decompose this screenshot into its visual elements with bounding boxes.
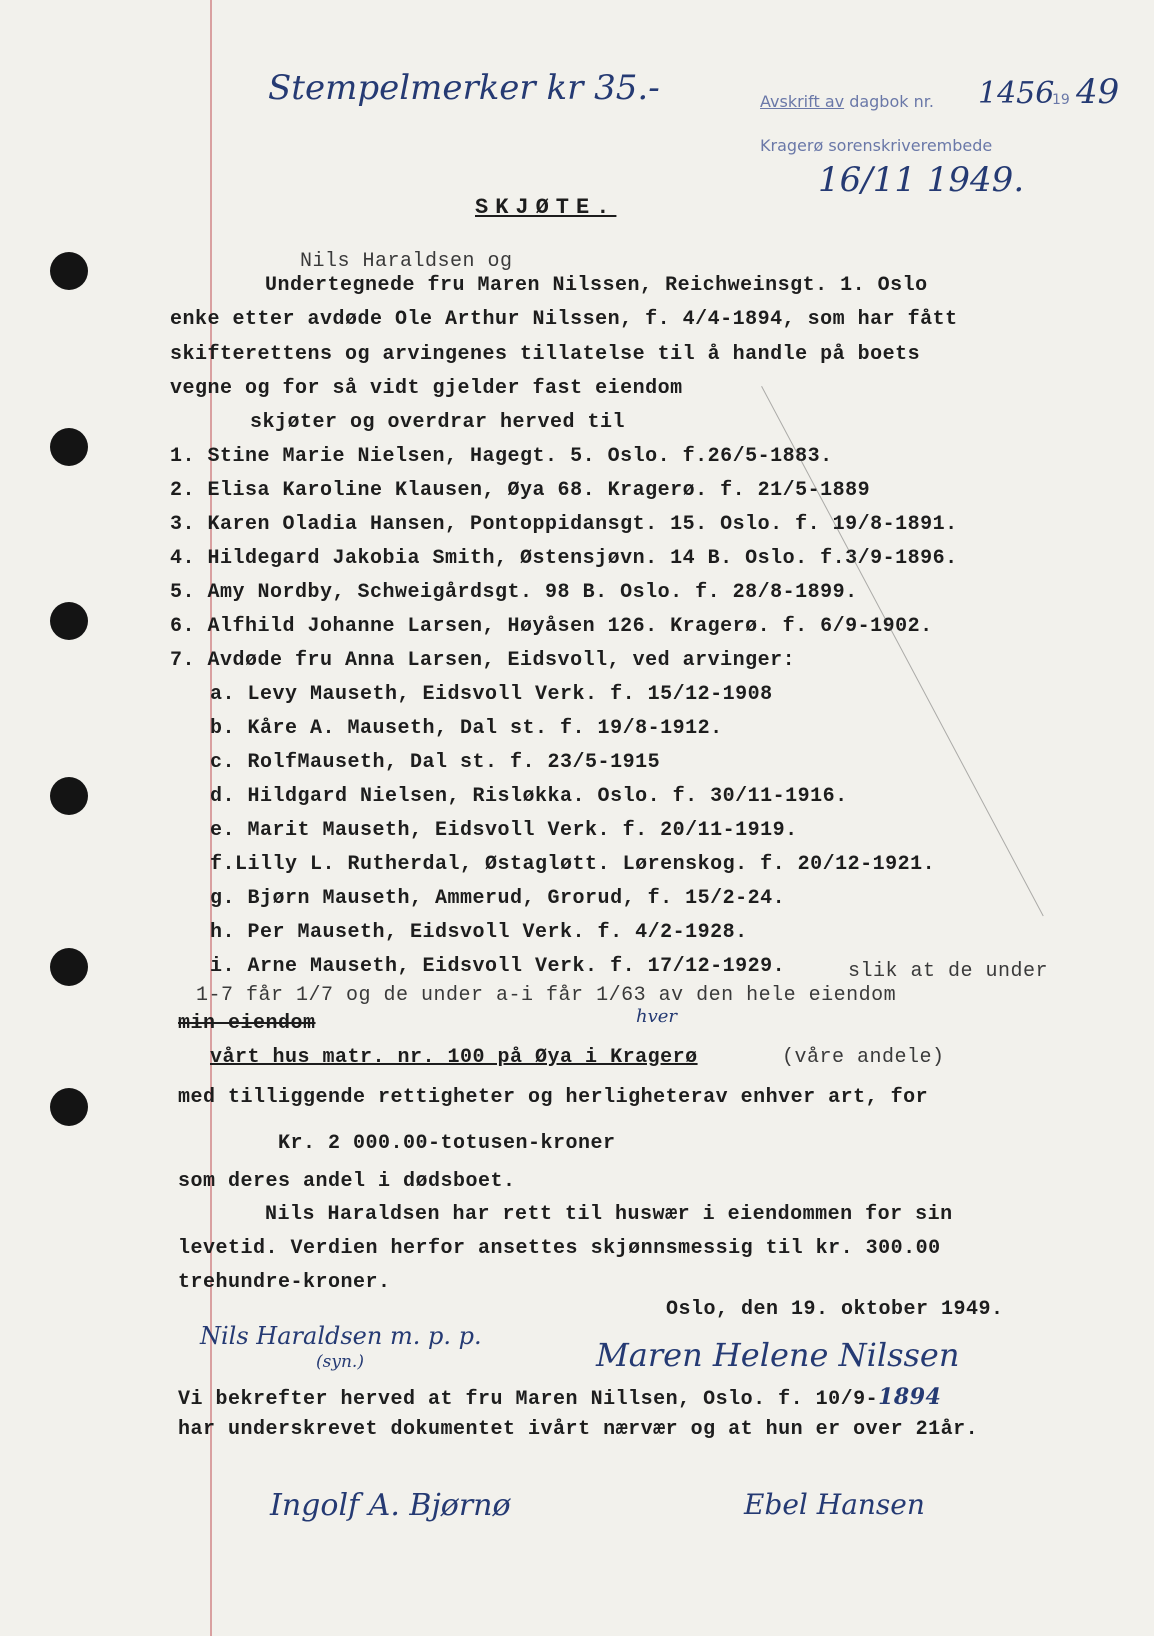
- property-text: vårt hus matr. nr. 100 på Øya i Kragerø: [210, 1046, 698, 1069]
- body-line: Nils Haraldsen har rett til huswær i eiendommen for sin: [265, 1203, 953, 1226]
- pencil-mark: [761, 386, 1044, 916]
- heir-item: c. RolfMauseth, Dal st. f. 23/5-1915: [210, 751, 661, 774]
- punch-hole: [50, 948, 88, 986]
- body-line: skjøter og overdrar herved til: [250, 411, 626, 434]
- property-line: [210, 1046, 698, 1069]
- signature-nils: Nils Haraldsen m. p. p.: [200, 1322, 482, 1350]
- signature-maren: Maren Helene Nilssen: [596, 1336, 960, 1374]
- body-line: som deres andel i dødsboet.: [178, 1170, 516, 1193]
- grantee-item: 4. Hildegard Jakobia Smith, Østensjøvn. 14 B. Oslo. f.3/9-1896.: [170, 547, 958, 570]
- insert-share: 1-7 får 1/7 og de under a-i får 1/63 av den hele eiendom: [196, 984, 897, 1007]
- grantee-item: 7. Avdøde fru Anna Larsen, Eidsvoll, ved arvinger:: [170, 649, 796, 672]
- heir-item: f.Lilly L. Rutherdal, Østagløtt. Lørenskog. f. 20/12-1921.: [210, 853, 936, 876]
- birth-year: 1894: [878, 1384, 942, 1410]
- document-title: SKJØTE.: [475, 195, 617, 220]
- witness-text: Vi bekrefter herved at fru Maren Nillsen, Oslo. f. 10/9-: [178, 1388, 879, 1411]
- body-line: enke etter avdøde Ole Arthur Nilssen, f. 4/4-1894, som har fått: [170, 308, 958, 331]
- grantee-item: 6. Alfhild Johanne Larsen, Høyåsen 126. Kragerø. f. 6/9-1902.: [170, 615, 933, 638]
- body-line: levetid. Verdien herfor ansettes skjønnsmessig til kr. 300.00: [178, 1237, 941, 1260]
- amount-line: Kr. 2 000.00-totusen-kroner: [278, 1132, 616, 1155]
- stamp-fee-note: Stempelmerker kr 35.-: [268, 68, 660, 108]
- body-line: trehundre-kroner.: [178, 1271, 391, 1294]
- body-line: med tilliggende rettigheter og herligheterav enhver art, for: [178, 1086, 929, 1109]
- heir-item: a. Levy Mauseth, Eidsvoll Verk. f. 15/12-1908: [210, 683, 773, 706]
- stamp-mid: dagbok nr.: [849, 92, 934, 111]
- grantee-item: 2. Elisa Karoline Klausen, Øya 68. Kragerø. f. 21/5-1889: [170, 479, 871, 502]
- heir-item: h. Per Mauseth, Eidsvoll Verk. f. 4/2-1928.: [210, 921, 748, 944]
- heir-item: g. Bjørn Mauseth, Ammerud, Grorud, f. 15/2-24.: [210, 887, 786, 910]
- body-line: skifterettens og arvingenes tillatelse til å handle på boets: [170, 343, 921, 366]
- stamp-year-suffix: 49: [1076, 72, 1120, 112]
- punch-hole: [50, 252, 88, 290]
- stamp-prefix: Avskrift av: [760, 92, 845, 111]
- body-line: vegne og for så vidt gjelder fast eiendom: [170, 377, 683, 400]
- witness-line: [178, 1384, 941, 1411]
- stamp-date: 16/11 1949.: [818, 160, 1025, 200]
- registry-stamp-line2: Kragerø sorenskriverembede: [760, 136, 993, 155]
- heir-item: i. Arne Mauseth, Eidsvoll Verk. f. 17/12-1929.: [210, 955, 786, 978]
- insert-andele: (våre andele): [782, 1046, 945, 1069]
- signature-witness-2: Ebel Hansen: [744, 1488, 925, 1521]
- punch-hole: [50, 428, 88, 466]
- date-line: Oslo, den 19. oktober 1949.: [666, 1298, 1004, 1321]
- struck-line: min eiendom: [178, 1012, 316, 1035]
- witness-line: har underskrevet dokumentet ivårt nærvær og at hun er over 21år.: [178, 1418, 979, 1441]
- insert-top: Nils Haraldsen og: [300, 250, 513, 273]
- insert-hver: hver: [636, 1006, 678, 1027]
- body-line: Undertegnede fru Maren Nilssen, Reichweinsgt. 1. Oslo: [265, 274, 928, 297]
- heir-item: b. Kåre A. Mauseth, Dal st. f. 19/8-1912.: [210, 717, 723, 740]
- heir-item: d. Hildgard Nielsen, Risløkka. Oslo. f. 30/11-1916.: [210, 785, 848, 808]
- stamp-year-prefix: 19: [1052, 92, 1070, 108]
- punch-hole: [50, 602, 88, 640]
- heir-item: e. Marit Mauseth, Eidsvoll Verk. f. 20/11-1919.: [210, 819, 798, 842]
- signature-witness-1: Ingolf A. Bjørnø: [270, 1488, 511, 1523]
- grantee-item: 1. Stine Marie Nielsen, Hagegt. 5. Oslo. f.26/5-1883.: [170, 445, 833, 468]
- registry-stamp-line1: [760, 92, 934, 111]
- punch-hole: [50, 1088, 88, 1126]
- grantee-item: 3. Karen Oladia Hansen, Pontoppidansgt. 15. Oslo. f. 19/8-1891.: [170, 513, 958, 536]
- grantee-item: 5. Amy Nordby, Schweigårdsgt. 98 B. Oslo. f. 28/8-1899.: [170, 581, 858, 604]
- signature-nils-sub: (syn.): [316, 1352, 364, 1372]
- stamp-number: 1456: [978, 76, 1055, 111]
- insert-tail: slik at de under: [848, 960, 1049, 983]
- punch-hole: [50, 777, 88, 815]
